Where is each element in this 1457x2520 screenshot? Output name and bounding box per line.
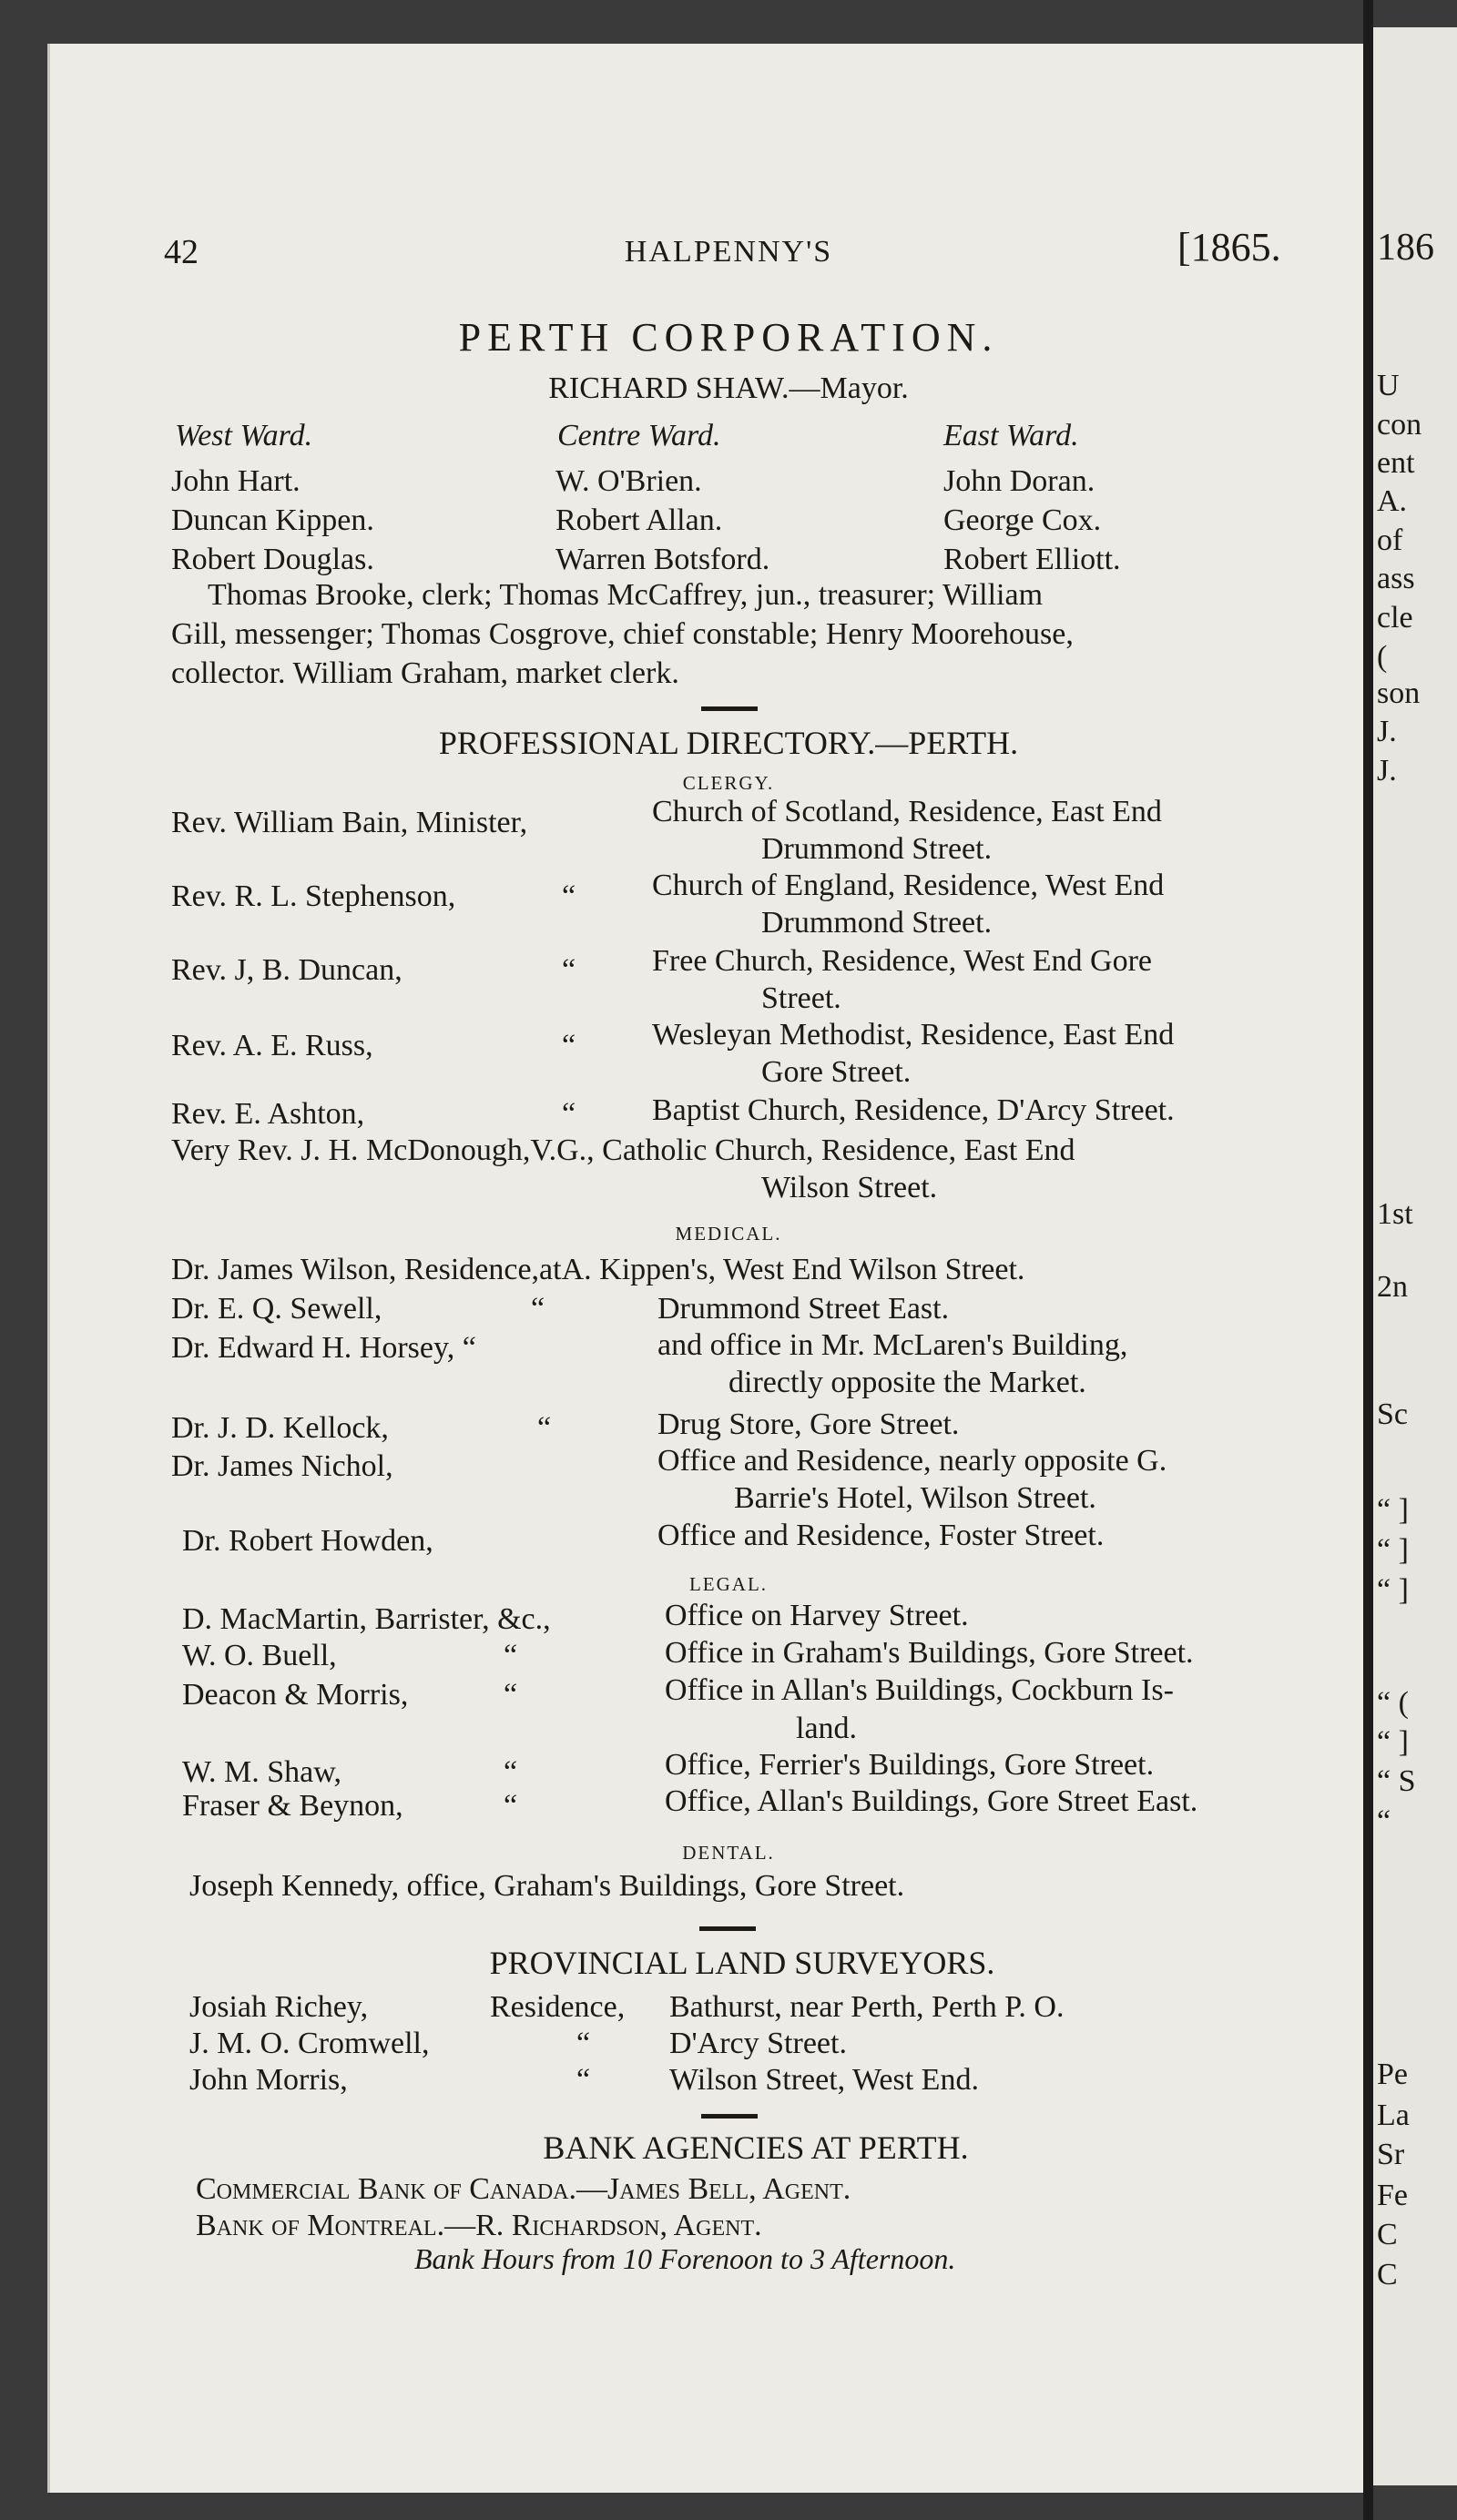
clergy-name: Rev. A. E. Russ, [171, 1029, 373, 1062]
medical-detail: Drug Store, Gore Street. [657, 1407, 960, 1441]
legal-name: W. M. Shaw, [182, 1755, 342, 1789]
facing-page-text: ent [1377, 446, 1415, 480]
facing-page-text: Pe [1377, 2058, 1408, 2091]
medical-detail-cont: directly opposite the Market. [728, 1366, 1086, 1399]
legal-detail: Office in Allan's Buildings, Cockburn Is- [665, 1673, 1174, 1707]
dental-entry: Joseph Kennedy, office, Graham's Buildings, Gore Street. [189, 1869, 905, 1903]
surveyor-role: Residence, [490, 1990, 626, 2024]
facing-page-text: A. [1377, 484, 1408, 518]
officers-line: Gill, messenger; Thomas Cosgrove, chief constable; Henry Moorehouse, [171, 617, 1074, 651]
facing-page-text: ass [1377, 562, 1415, 595]
legal-name: D. MacMartin, Barrister, &c., [182, 1602, 551, 1636]
year-marker: [1865. [1177, 225, 1281, 269]
medical-detail: Drummond Street East. [657, 1292, 950, 1326]
medical-detail-cont: Barrie's Hotel, Wilson Street. [734, 1481, 1096, 1515]
clergy-name: Rev. E. Ashton, [171, 1097, 365, 1131]
ward-member: John Hart. [171, 464, 301, 498]
facing-page-text: “ ] [1377, 1533, 1409, 1567]
clergy-detail-cont: Wilson Street. [761, 1171, 938, 1204]
facing-page-text: son [1377, 676, 1421, 710]
medical-detail: and office in Mr. McLaren's Building, [657, 1328, 1128, 1362]
ward-member: Duncan Kippen. [171, 503, 374, 537]
ditto-mark: “ [576, 2063, 591, 2097]
legal-heading: LEGAL. [688, 1573, 769, 1595]
medical-name: Dr. James Nichol, [171, 1449, 393, 1483]
ward-member: W. O'Brien. [555, 464, 702, 498]
facing-page-text: 2n [1377, 1270, 1408, 1304]
directory-title: PROFESSIONAL DIRECTORY.—PERTH. [438, 725, 1019, 761]
facing-page-text: 1st [1377, 1197, 1413, 1231]
corporation-title: PERTH CORPORATION. [458, 315, 999, 360]
ditto-mark: “ [504, 1639, 518, 1672]
medical-name: Dr. Edward H. Horsey, “ [171, 1331, 476, 1365]
ward-member: Warren Botsford. [555, 543, 770, 576]
medical-detail: Office and Residence, nearly opposite G. [657, 1444, 1167, 1478]
facing-page-text: U [1377, 369, 1400, 402]
surveyor-detail: Wilson Street, West End. [669, 2063, 979, 2097]
facing-page-text: La [1377, 2098, 1410, 2132]
ward-member: Robert Allan. [555, 503, 723, 537]
bank-agency: Commercial Bank of Canada.—James Bell, Agent. [196, 2172, 851, 2206]
clergy-name: Rev. J, B. Duncan, [171, 953, 402, 987]
surveyor-name: Josiah Richey, [189, 1990, 369, 2024]
ward-member: John Doran. [943, 464, 1095, 498]
clergy-detail: Baptist Church, Residence, D'Arcy Street. [652, 1093, 1175, 1127]
bank-hours: Bank Hours from 10 Forenoon to 3 Afternoon. [414, 2242, 956, 2275]
ward-member: Robert Douglas. [171, 543, 374, 576]
clergy-detail-cont: Drummond Street. [761, 906, 993, 940]
legal-name: Deacon & Morris, [182, 1678, 409, 1712]
ditto-mark: “ [562, 1097, 576, 1131]
ditto-mark: “ [504, 1678, 518, 1712]
medical-entry: Dr. James Wilson, Residence,atA. Kippen's, West End Wilson Street. [171, 1253, 1025, 1286]
clergy-name: Rev. R. L. Stephenson, [171, 879, 456, 913]
officers-line: Thomas Brooke, clerk; Thomas McCaffrey, jun., treasurer; William [208, 578, 1044, 612]
clergy-detail: Free Church, Residence, West End Gore [652, 944, 1152, 978]
legal-detail: Office on Harvey Street. [665, 1599, 969, 1632]
ward-member: Robert Elliott. [943, 543, 1121, 576]
facing-page-text: Fe [1377, 2179, 1408, 2212]
facing-page-text: “ ] [1377, 1725, 1409, 1759]
legal-name: Fraser & Beynon, [182, 1789, 403, 1823]
legal-name: W. O. Buell, [182, 1639, 337, 1672]
facing-page-text: “ ] [1377, 1573, 1409, 1607]
clergy-name: Rev. William Bain, Minister, [171, 806, 528, 839]
surveyors-title: PROVINCIAL LAND SURVEYORS. [489, 1945, 995, 1981]
facing-page-text: ( [1377, 640, 1388, 674]
divider-rule [701, 2114, 758, 2119]
legal-detail: Office in Graham's Buildings, Gore Street. [665, 1636, 1194, 1670]
page-number: 42 [164, 233, 199, 271]
clergy-detail: Church of England, Residence, West End [652, 869, 1165, 902]
bank-title: BANK AGENCIES AT PERTH. [543, 2129, 969, 2166]
clergy-detail: Church of Scotland, Residence, East End [652, 795, 1162, 828]
clergy-detail-cont: Street. [761, 981, 841, 1015]
ditto-mark: “ [562, 879, 576, 913]
medical-heading: MEDICAL. [675, 1223, 782, 1245]
medical-name: Dr. J. D. Kellock, [171, 1411, 389, 1445]
surveyor-detail: Bathurst, near Perth, Perth P. O. [669, 1990, 1065, 2024]
surveyor-name: J. M. O. Cromwell, [189, 2027, 430, 2060]
running-title: HALPENNY'S [624, 235, 833, 269]
ditto-mark: “ [504, 1789, 518, 1823]
clergy-heading: CLERGY. [682, 772, 775, 794]
medical-name: Dr. Robert Howden, [182, 1524, 433, 1558]
facing-page-text: C [1377, 2218, 1398, 2251]
officers-line: collector. William Graham, market clerk. [171, 656, 679, 690]
facing-page-text: J. [1377, 754, 1397, 788]
surveyor-detail: D'Arcy Street. [669, 2027, 847, 2060]
clergy-detail-cont: Drummond Street. [761, 832, 993, 866]
facing-page-text: “ ] [1377, 1493, 1409, 1527]
clergy-detail: Wesleyan Methodist, Residence, East End [652, 1018, 1175, 1052]
facing-page-text: “ [1377, 1804, 1391, 1838]
ward-member: George Cox. [943, 503, 1102, 537]
divider-rule [699, 1926, 756, 1931]
surveyor-name: John Morris, [189, 2063, 348, 2097]
dental-heading: DENTAL. [682, 1842, 775, 1864]
divider-rule [701, 706, 758, 711]
legal-detail: Office, Allan's Buildings, Gore Street East. [665, 1784, 1198, 1818]
mayor-line: RICHARD SHAW.—Mayor. [548, 371, 909, 405]
ditto-mark: “ [537, 1411, 552, 1445]
facing-page-text: con [1377, 408, 1422, 442]
medical-detail: Office and Residence, Foster Street. [657, 1519, 1105, 1552]
bank-agency: Bank of Montreal.—R. Richardson, Agent. [196, 2209, 762, 2242]
legal-detail: Office, Ferrier's Buildings, Gore Street. [665, 1748, 1155, 1782]
ward-heading: East Ward. [943, 419, 1079, 452]
facing-page-text: J. [1377, 715, 1397, 748]
facing-page-text: C [1377, 2258, 1398, 2291]
ditto-mark: “ [504, 1755, 518, 1789]
ditto-mark: “ [562, 953, 576, 987]
facing-page-text: cle [1377, 601, 1413, 635]
facing-page-text: 186 [1377, 227, 1434, 269]
facing-page-fragment [1373, 27, 1457, 2485]
clergy-name: Very Rev. J. H. McDonough,V.G., Catholic Church, Residence, East End [171, 1133, 1075, 1167]
facing-page-text: “ ( [1377, 1686, 1409, 1720]
ditto-mark: “ [562, 1029, 576, 1062]
legal-detail-cont: land. [796, 1712, 858, 1745]
book-spine [1363, 0, 1373, 2520]
ditto-mark: “ [576, 2027, 591, 2060]
ditto-mark: “ [531, 1292, 545, 1326]
ward-heading: West Ward. [175, 419, 313, 452]
facing-page-text: Sc [1377, 1397, 1408, 1431]
facing-page-text: “ S [1377, 1764, 1416, 1798]
ward-heading: Centre Ward. [557, 419, 721, 452]
medical-name: Dr. E. Q. Sewell, [171, 1292, 382, 1326]
facing-page-text: of [1377, 523, 1403, 557]
facing-page-text: Sr [1377, 2138, 1405, 2171]
clergy-detail-cont: Gore Street. [761, 1055, 912, 1089]
